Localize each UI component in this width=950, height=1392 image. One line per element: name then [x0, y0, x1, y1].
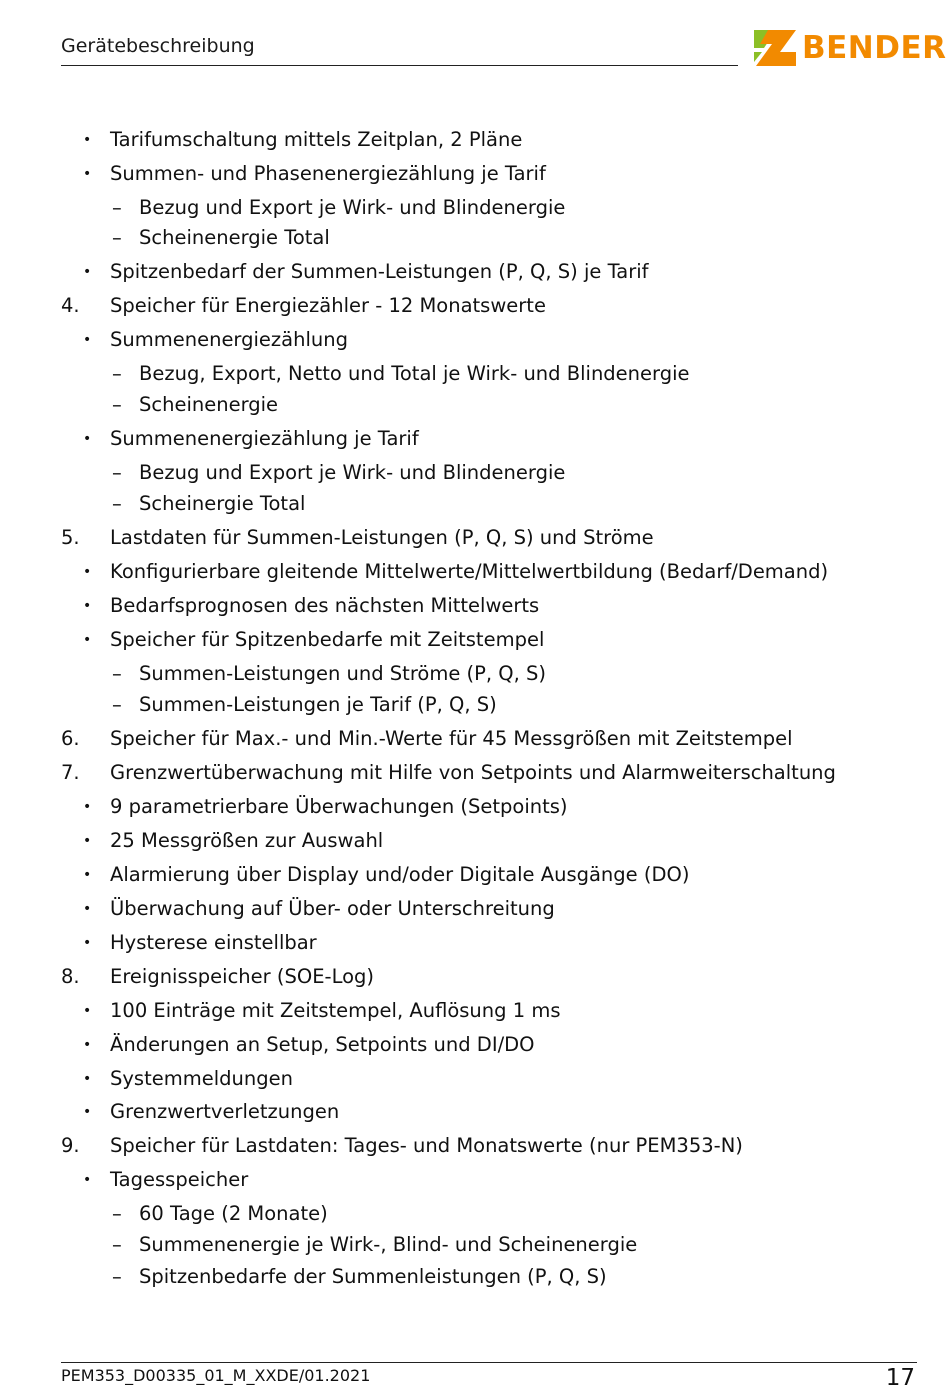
- bullet-marker: •: [83, 1104, 92, 1120]
- item-text: Scheinenergie: [139, 393, 279, 416]
- item-text: Scheinenergie Total: [139, 226, 330, 249]
- item-text: Konfigurierbare gleitende Mittelwerte/Mittelwertbildung (Bedarf/Demand): [110, 560, 829, 583]
- item-text: Bezug und Export je Wirk- und Blindenergie: [139, 461, 566, 484]
- header-divider: [61, 65, 738, 66]
- item-text: Spitzenbedarfe der Summenleistungen (P, Q, S): [139, 1265, 607, 1288]
- item-text: Überwachung auf Über- oder Unterschreitung: [110, 897, 555, 920]
- item-text: Summen- und Phasenenergiezählung je Tarif: [110, 162, 546, 185]
- item-text: Bezug und Export je Wirk- und Blindenergie: [139, 196, 566, 219]
- dash-marker: –: [112, 1233, 122, 1256]
- item-text: Systemmeldungen: [110, 1067, 293, 1090]
- bender-logo-mark-icon: [752, 28, 798, 68]
- item-text: Scheinergie Total: [139, 492, 306, 515]
- item-number: 9.: [61, 1134, 80, 1157]
- item-text: Ereignisspeicher (SOE-Log): [110, 965, 375, 988]
- item-text: 60 Tage (2 Monate): [139, 1202, 328, 1225]
- item-text: Lastdaten für Summen-Leistungen (P, Q, S) und Ströme: [110, 526, 654, 549]
- bullet-marker: •: [83, 632, 92, 648]
- bullet-marker: •: [83, 564, 92, 580]
- item-text: Summenenergiezählung je Tarif: [110, 427, 419, 450]
- item-text: Tarifumschaltung mittels Zeitplan, 2 Pläne: [110, 128, 523, 151]
- footer-divider: [61, 1362, 917, 1363]
- dash-marker: –: [112, 362, 122, 385]
- bullet-marker: •: [83, 431, 92, 447]
- bender-logo: [752, 28, 947, 70]
- item-text: Alarmierung über Display und/oder Digitale Ausgänge (DO): [110, 863, 690, 886]
- item-text: Speicher für Max.- und Min.-Werte für 45 Messgrößen mit Zeitstempel: [110, 727, 793, 750]
- item-text: Summenenergie je Wirk-, Blind- und Scheinenergie: [139, 1233, 638, 1256]
- item-text: Hysterese einstellbar: [110, 931, 317, 954]
- bullet-marker: •: [83, 598, 92, 614]
- item-text: Änderungen an Setup, Setpoints und DI/DO: [110, 1033, 535, 1056]
- item-number: 4.: [61, 294, 80, 317]
- item-text: Summenenergiezählung: [110, 328, 348, 351]
- bullet-marker: •: [83, 799, 92, 815]
- item-text: Bezug, Export, Netto und Total je Wirk- und Blindenergie: [139, 362, 690, 385]
- dash-marker: –: [112, 196, 122, 219]
- bullet-marker: •: [83, 935, 92, 951]
- item-text: Speicher für Lastdaten: Tages- und Monatswerte (nur PEM353-N): [110, 1134, 743, 1157]
- bullet-marker: •: [83, 867, 92, 883]
- dash-marker: –: [112, 693, 122, 716]
- bullet-marker: •: [83, 1071, 92, 1087]
- item-number: 6.: [61, 727, 80, 750]
- item-text: Bedarfsprognosen des nächsten Mittelwerts: [110, 594, 540, 617]
- header-title: Gerätebeschreibung: [61, 35, 255, 57]
- bullet-marker: •: [83, 264, 92, 280]
- item-text: Spitzenbedarf der Summen-Leistungen (P, Q, S) je Tarif: [110, 260, 649, 283]
- dash-marker: –: [112, 492, 122, 515]
- item-text: 100 Einträge mit Zeitstempel, Auflösung 1 ms: [110, 999, 561, 1022]
- bullet-marker: •: [83, 833, 92, 849]
- item-text: Speicher für Spitzenbedarfe mit Zeitstempel: [110, 628, 545, 651]
- dash-marker: –: [112, 662, 122, 685]
- bullet-marker: •: [83, 901, 92, 917]
- dash-marker: –: [112, 226, 122, 249]
- dash-marker: –: [112, 461, 122, 484]
- bullet-marker: •: [83, 166, 92, 182]
- bullet-marker: •: [83, 1172, 92, 1188]
- bullet-marker: •: [83, 1003, 92, 1019]
- bullet-marker: •: [83, 332, 92, 348]
- bullet-marker: •: [83, 132, 92, 148]
- item-text: Grenzwertverletzungen: [110, 1100, 340, 1123]
- document-id: PEM353_D00335_01_M_XXDE/01.2021: [61, 1366, 371, 1385]
- dash-marker: –: [112, 1265, 122, 1288]
- item-text: Speicher für Energiezähler - 12 Monatswerte: [110, 294, 546, 317]
- item-text: Summen-Leistungen und Ströme (P, Q, S): [139, 662, 547, 685]
- dash-marker: –: [112, 393, 122, 416]
- item-number: 5.: [61, 526, 80, 549]
- item-text: 9 parametrierbare Überwachungen (Setpoints): [110, 795, 568, 818]
- dash-marker: –: [112, 1202, 122, 1225]
- bullet-marker: •: [83, 1037, 92, 1053]
- item-number: 7.: [61, 761, 80, 784]
- item-text: Tagesspeicher: [110, 1168, 249, 1191]
- item-number: 8.: [61, 965, 80, 988]
- item-text: Grenzwertüberwachung mit Hilfe von Setpoints und Alarmweiterschaltung: [110, 761, 836, 784]
- bender-logo-text: BENDER: [802, 30, 947, 66]
- item-text: Summen-Leistungen je Tarif (P, Q, S): [139, 693, 497, 716]
- item-text: 25 Messgrößen zur Auswahl: [110, 829, 384, 852]
- page-number: 17: [885, 1365, 915, 1391]
